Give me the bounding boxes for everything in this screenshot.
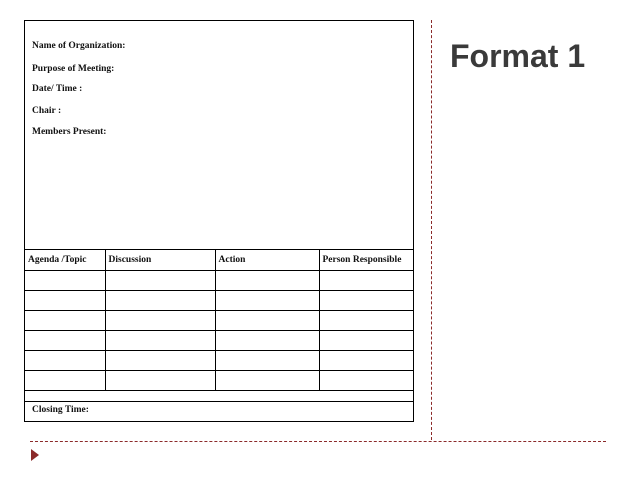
field-purpose: Purpose of Meeting: xyxy=(32,64,115,74)
table-cell xyxy=(25,351,105,371)
table-cell xyxy=(215,331,319,351)
table-cell xyxy=(25,271,105,291)
header-person-responsible: Person Responsible xyxy=(319,250,414,271)
bullet-arrow-icon xyxy=(31,449,39,461)
table-cell xyxy=(105,371,215,391)
header-discussion: Discussion xyxy=(105,250,215,271)
table-cell xyxy=(25,331,105,351)
minutes-table xyxy=(25,249,414,391)
table-cell xyxy=(215,271,319,291)
table-cell xyxy=(319,311,414,331)
vertical-divider xyxy=(431,20,432,440)
table-cell xyxy=(105,271,215,291)
table-cell xyxy=(25,371,105,391)
table-cell xyxy=(105,311,215,331)
table-row xyxy=(25,271,414,291)
table-cell xyxy=(105,331,215,351)
table-row xyxy=(25,371,414,391)
table-cell xyxy=(319,371,414,391)
table-header-row xyxy=(25,250,414,271)
table-cell xyxy=(25,311,105,331)
table-cell xyxy=(215,371,319,391)
field-organization: Name of Organization: xyxy=(32,41,126,51)
table-cell xyxy=(215,311,319,331)
table-row xyxy=(25,351,414,371)
table-cell xyxy=(105,291,215,311)
slide-title: Format 1 xyxy=(450,38,586,74)
closing-time-row xyxy=(25,401,414,421)
field-members-present: Members Present: xyxy=(32,127,107,137)
table-cell xyxy=(319,331,414,351)
table-cell xyxy=(105,351,215,371)
table-cell xyxy=(319,271,414,291)
table-cell xyxy=(319,351,414,371)
field-date-time: Date/ Time : xyxy=(32,84,83,94)
table-cell xyxy=(319,291,414,311)
header-action: Action xyxy=(215,250,319,271)
table-cell xyxy=(215,291,319,311)
table-row xyxy=(25,291,414,311)
table-cell xyxy=(215,351,319,371)
table-row xyxy=(25,331,414,351)
field-chair: Chair : xyxy=(32,106,62,116)
table-row xyxy=(25,311,414,331)
horizontal-divider xyxy=(30,441,606,442)
table-cell xyxy=(25,291,105,311)
meeting-minutes-form xyxy=(24,20,414,422)
closing-time-label: Closing Time: xyxy=(32,405,89,415)
header-agenda-topic: Agenda /Topic xyxy=(25,250,105,271)
